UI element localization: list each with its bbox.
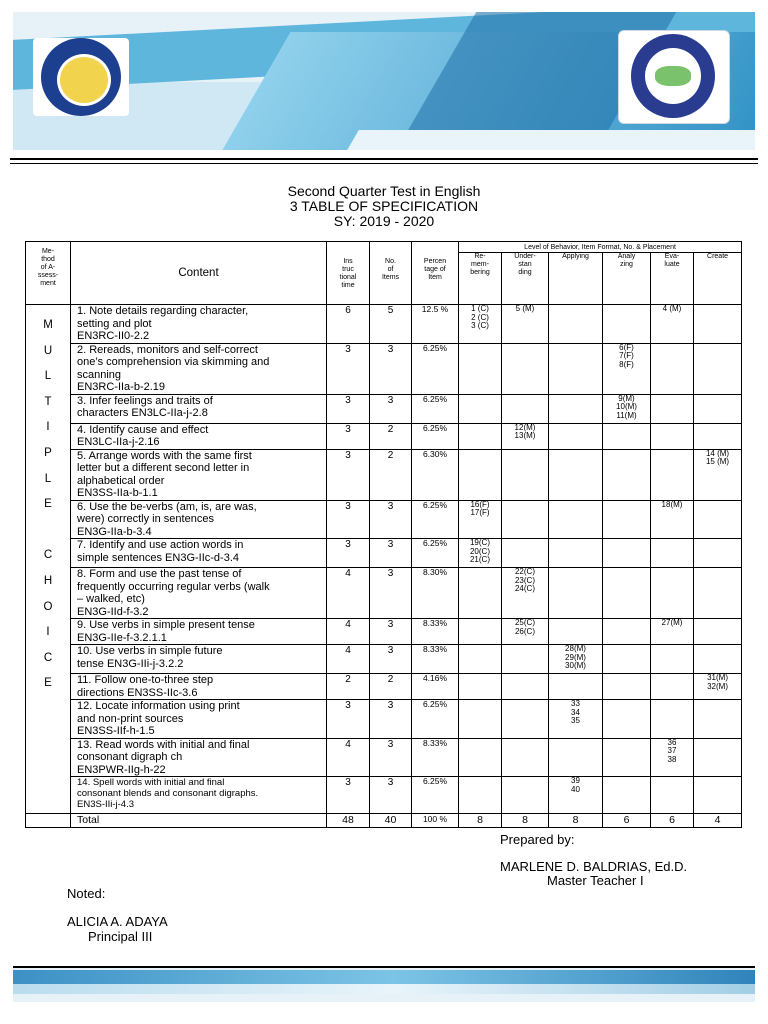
school-seal-logo bbox=[618, 30, 730, 124]
content-cell: 14. Spell words with initial and final consonant blends and consonant digraphs. EN3S-IIi-j-4.3 bbox=[71, 777, 327, 814]
percentage-cell: 6.25% bbox=[412, 700, 459, 739]
total-pct-cell: 100 % bbox=[412, 814, 459, 828]
header-level: Analy zing bbox=[603, 253, 651, 305]
content-cell: 10. Use verbs in simple future tense EN3G-IIi-j-3.2.2 bbox=[71, 645, 327, 674]
level-cell bbox=[502, 645, 549, 674]
level-cell bbox=[694, 343, 742, 394]
header-method: Me- thod of A- ssess- ment bbox=[26, 242, 71, 305]
level-cell bbox=[459, 674, 502, 700]
level-cell bbox=[549, 305, 603, 344]
header-divider bbox=[10, 158, 758, 160]
footer-stripe bbox=[13, 984, 755, 994]
level-cell: 25(C) 26(C) bbox=[502, 619, 549, 645]
table-row bbox=[26, 619, 742, 645]
level-cell bbox=[502, 449, 549, 500]
method-letter: C bbox=[43, 549, 53, 562]
total-method-cell bbox=[26, 814, 71, 828]
level-cell bbox=[502, 500, 549, 539]
level-cell: 19(C) 20(C) 21(C) bbox=[459, 539, 502, 568]
percentage-cell: 6.30% bbox=[412, 449, 459, 500]
total-level-cell: 6 bbox=[603, 814, 651, 828]
header-divider bbox=[10, 163, 758, 164]
doc-title-line2: 3 TABLE OF SPECIFICATION bbox=[289, 198, 479, 214]
school-seal-icon bbox=[631, 34, 715, 118]
level-cell bbox=[694, 423, 742, 449]
prepared-by-title: Master Teacher I bbox=[547, 873, 644, 888]
total-row bbox=[26, 814, 742, 828]
level-cell bbox=[502, 700, 549, 739]
table-row bbox=[26, 539, 742, 568]
total-level-cell: 6 bbox=[651, 814, 694, 828]
level-cell: 9(M) 10(M) 11(M) bbox=[603, 394, 651, 423]
instruction-time-cell: 3 bbox=[327, 500, 370, 539]
banner-stripe bbox=[347, 130, 755, 150]
header-level: Eva- luate bbox=[651, 253, 694, 305]
level-cell bbox=[603, 500, 651, 539]
items-cell: 3 bbox=[370, 539, 412, 568]
method-letter: P bbox=[44, 446, 52, 459]
method-letter: U bbox=[43, 344, 53, 357]
prepared-by-label: Prepared by: bbox=[500, 832, 575, 847]
percentage-cell: 8.30% bbox=[412, 568, 459, 619]
percentage-cell: 4.16% bbox=[412, 674, 459, 700]
instruction-time-cell: 3 bbox=[327, 777, 370, 814]
level-cell bbox=[549, 738, 603, 777]
specification-table bbox=[25, 241, 742, 828]
instruction-time-cell: 3 bbox=[327, 700, 370, 739]
table-row bbox=[26, 645, 742, 674]
level-cell bbox=[651, 674, 694, 700]
level-cell bbox=[459, 777, 502, 814]
level-cell bbox=[502, 539, 549, 568]
level-cell: 33 34 35 bbox=[549, 700, 603, 739]
level-cell: 36 37 38 bbox=[651, 738, 694, 777]
header-level: Applying bbox=[549, 253, 603, 305]
level-cell: 14 (M) 15 (M) bbox=[694, 449, 742, 500]
level-cell bbox=[459, 449, 502, 500]
level-cell bbox=[603, 738, 651, 777]
total-label: Total bbox=[71, 814, 327, 828]
level-cell bbox=[651, 777, 694, 814]
level-cell bbox=[502, 394, 549, 423]
items-cell: 3 bbox=[370, 568, 412, 619]
level-cell: 18(M) bbox=[651, 500, 694, 539]
header-level: Create bbox=[694, 253, 742, 305]
seal-landscape bbox=[655, 66, 691, 86]
level-cell bbox=[549, 449, 603, 500]
level-cell: 1 (C) 2 (C) 3 (C) bbox=[459, 305, 502, 344]
content-cell: 5. Arrange words with the same first letter but a different second letter in alphabetical order EN3SS-IIa-b-1.1 bbox=[71, 449, 327, 500]
content-cell: 2. Rereads, monitors and self-correct one’s comprehension via skimming and scanning EN3RC-IIa-b-2.19 bbox=[71, 343, 327, 394]
level-cell bbox=[694, 777, 742, 814]
method-letter: L bbox=[44, 370, 52, 383]
level-cell bbox=[694, 305, 742, 344]
level-cell bbox=[502, 777, 549, 814]
content-cell: 3. Infer feelings and traits of characters EN3LC-IIa-j-2.8 bbox=[71, 394, 327, 423]
header-content: Content bbox=[71, 242, 327, 305]
instruction-time-cell: 3 bbox=[327, 449, 370, 500]
table-row bbox=[26, 343, 742, 394]
items-cell: 3 bbox=[370, 500, 412, 539]
method-letter: I bbox=[46, 421, 50, 434]
level-cell bbox=[459, 645, 502, 674]
items-cell: 5 bbox=[370, 305, 412, 344]
total-items-cell: 40 bbox=[370, 814, 412, 828]
level-cell bbox=[603, 539, 651, 568]
level-cell: 6(F) 7(F) 8(F) bbox=[603, 343, 651, 394]
level-cell: 31(M) 32(M) bbox=[694, 674, 742, 700]
level-cell bbox=[603, 568, 651, 619]
level-cell bbox=[549, 394, 603, 423]
table-row bbox=[26, 674, 742, 700]
level-cell bbox=[651, 343, 694, 394]
level-cell bbox=[549, 423, 603, 449]
table-row bbox=[26, 700, 742, 739]
percentage-cell: 6.25% bbox=[412, 394, 459, 423]
header-level: Under- stan ding bbox=[502, 253, 549, 305]
level-cell bbox=[459, 700, 502, 739]
doc-title-line1: Second Quarter Test in English bbox=[287, 183, 481, 199]
level-cell bbox=[694, 619, 742, 645]
total-level-cell: 4 bbox=[694, 814, 742, 828]
table-row bbox=[26, 500, 742, 539]
instruction-time-cell: 4 bbox=[327, 738, 370, 777]
level-cell bbox=[694, 500, 742, 539]
header-level-group: Level of Behavior, Item Format, No. & Placement bbox=[459, 242, 742, 253]
level-cell bbox=[502, 674, 549, 700]
content-cell: 7. Identify and use action words in simple sentences EN3G-IIc-d-3.4 bbox=[71, 539, 327, 568]
instruction-time-cell: 3 bbox=[327, 423, 370, 449]
content-cell: 6. Use the be-verbs (am, is, are was, were) correctly in sentences EN3G-IIa-b-3.4 bbox=[71, 500, 327, 539]
header-instruction-time: Ins truc tional time bbox=[327, 242, 370, 305]
deped-seal-logo bbox=[33, 38, 129, 116]
header-level: Re- mem- bering bbox=[459, 253, 502, 305]
level-cell bbox=[603, 423, 651, 449]
level-cell bbox=[651, 568, 694, 619]
content-cell: 4. Identify cause and effect EN3LC-IIa-j-2.16 bbox=[71, 423, 327, 449]
total-level-cell: 8 bbox=[549, 814, 603, 828]
level-cell bbox=[459, 568, 502, 619]
footer-stripe bbox=[13, 970, 755, 984]
percentage-cell: 8.33% bbox=[412, 738, 459, 777]
percentage-cell: 6.25% bbox=[412, 777, 459, 814]
level-cell bbox=[694, 738, 742, 777]
level-cell bbox=[549, 619, 603, 645]
table-row bbox=[26, 568, 742, 619]
items-cell: 2 bbox=[370, 449, 412, 500]
table-row bbox=[26, 738, 742, 777]
header-no-items: No. of Items bbox=[370, 242, 412, 305]
level-cell bbox=[502, 343, 549, 394]
instruction-time-cell: 3 bbox=[327, 343, 370, 394]
level-cell bbox=[694, 539, 742, 568]
level-cell bbox=[502, 738, 549, 777]
level-cell bbox=[459, 738, 502, 777]
instruction-time-cell: 2 bbox=[327, 674, 370, 700]
percentage-cell: 6.25% bbox=[412, 539, 459, 568]
table-row bbox=[26, 777, 742, 814]
instruction-time-cell: 3 bbox=[327, 394, 370, 423]
content-cell: 11. Follow one-to-three step directions EN3SS-IIc-3.6 bbox=[71, 674, 327, 700]
method-letter: C bbox=[43, 651, 53, 664]
method-letter: I bbox=[46, 626, 50, 639]
percentage-cell: 8.33% bbox=[412, 619, 459, 645]
percentage-cell: 6.25% bbox=[412, 500, 459, 539]
method-column bbox=[26, 305, 71, 814]
content-cell: 12. Locate information using print and non-print sources EN3SS-IIf-h-1.5 bbox=[71, 700, 327, 739]
method-letter: E bbox=[44, 677, 52, 690]
level-cell bbox=[694, 645, 742, 674]
table-row bbox=[26, 449, 742, 500]
footer-divider bbox=[13, 966, 755, 968]
items-cell: 2 bbox=[370, 423, 412, 449]
level-cell bbox=[603, 645, 651, 674]
instruction-time-cell: 4 bbox=[327, 619, 370, 645]
level-cell bbox=[459, 343, 502, 394]
level-cell bbox=[603, 619, 651, 645]
instruction-time-cell: 6 bbox=[327, 305, 370, 344]
total-time-cell: 48 bbox=[327, 814, 370, 828]
level-cell bbox=[459, 619, 502, 645]
noted-label: Noted: bbox=[67, 886, 106, 901]
content-cell: 1. Note details regarding character, setting and plot EN3RC-II0-2.2 bbox=[71, 305, 327, 344]
noted-title: Principal III bbox=[88, 929, 153, 944]
method-letter: T bbox=[44, 395, 52, 408]
items-cell: 3 bbox=[370, 738, 412, 777]
level-cell bbox=[694, 394, 742, 423]
table-row bbox=[26, 423, 742, 449]
content-cell: 9. Use verbs in simple present tense EN3G-IIe-f-3.2.1.1 bbox=[71, 619, 327, 645]
level-cell: 28(M) 29(M) 30(M) bbox=[549, 645, 603, 674]
level-cell bbox=[549, 343, 603, 394]
noted-name: ALICIA A. ADAYA bbox=[67, 914, 168, 929]
level-cell bbox=[651, 645, 694, 674]
level-cell bbox=[549, 568, 603, 619]
prepared-by-name: MARLENE D. BALDRIAS, Ed.D. bbox=[500, 859, 688, 874]
seal-center bbox=[57, 54, 111, 106]
percentage-cell: 12.5 % bbox=[412, 305, 459, 344]
instruction-time-cell: 4 bbox=[327, 645, 370, 674]
level-cell: 12(M) 13(M) bbox=[502, 423, 549, 449]
table-row bbox=[26, 394, 742, 423]
method-letter: H bbox=[43, 574, 53, 587]
level-cell bbox=[549, 500, 603, 539]
level-cell bbox=[651, 700, 694, 739]
level-cell: 22(C) 23(C) 24(C) bbox=[502, 568, 549, 619]
doc-title-line3: SY: 2019 - 2020 bbox=[333, 213, 435, 229]
level-cell bbox=[651, 539, 694, 568]
instruction-time-cell: 3 bbox=[327, 539, 370, 568]
level-cell bbox=[694, 700, 742, 739]
method-letter: E bbox=[44, 498, 52, 511]
total-level-cell: 8 bbox=[502, 814, 549, 828]
level-cell bbox=[549, 539, 603, 568]
footer-banner bbox=[13, 966, 755, 1002]
deped-seal-icon bbox=[41, 38, 121, 116]
items-cell: 3 bbox=[370, 394, 412, 423]
level-cell: 27(M) bbox=[651, 619, 694, 645]
level-cell bbox=[603, 449, 651, 500]
level-cell bbox=[549, 674, 603, 700]
table-row bbox=[26, 305, 742, 344]
method-letter: L bbox=[44, 472, 52, 485]
items-cell: 3 bbox=[370, 645, 412, 674]
items-cell: 3 bbox=[370, 619, 412, 645]
method-letter: M bbox=[43, 319, 53, 331]
level-cell bbox=[651, 394, 694, 423]
level-cell bbox=[459, 394, 502, 423]
items-cell: 2 bbox=[370, 674, 412, 700]
level-cell: 16(F) 17(F) bbox=[459, 500, 502, 539]
items-cell: 3 bbox=[370, 343, 412, 394]
content-cell: 13. Read words with initial and final consonant digraph ch EN3PWR-IIg-h-22 bbox=[71, 738, 327, 777]
percentage-cell: 6.25% bbox=[412, 423, 459, 449]
level-cell: 5 (M) bbox=[502, 305, 549, 344]
level-cell bbox=[603, 777, 651, 814]
content-cell: 8. Form and use the past tense of frequently occurring regular verbs (walk – walked, etc) EN3G-IId-f-3.2 bbox=[71, 568, 327, 619]
items-cell: 3 bbox=[370, 777, 412, 814]
level-cell: 39 40 bbox=[549, 777, 603, 814]
percentage-cell: 8.33% bbox=[412, 645, 459, 674]
header-percentage: Percen tage of Item bbox=[412, 242, 459, 305]
instruction-time-cell: 4 bbox=[327, 568, 370, 619]
seal-center bbox=[645, 48, 701, 104]
items-cell: 3 bbox=[370, 700, 412, 739]
percentage-cell: 6.25% bbox=[412, 343, 459, 394]
level-cell bbox=[694, 568, 742, 619]
level-cell bbox=[603, 700, 651, 739]
level-cell bbox=[459, 423, 502, 449]
total-level-cell: 8 bbox=[459, 814, 502, 828]
level-cell bbox=[603, 674, 651, 700]
level-cell: 4 (M) bbox=[651, 305, 694, 344]
level-cell bbox=[651, 423, 694, 449]
level-cell bbox=[651, 449, 694, 500]
method-letter: O bbox=[43, 600, 53, 613]
level-cell bbox=[603, 305, 651, 344]
